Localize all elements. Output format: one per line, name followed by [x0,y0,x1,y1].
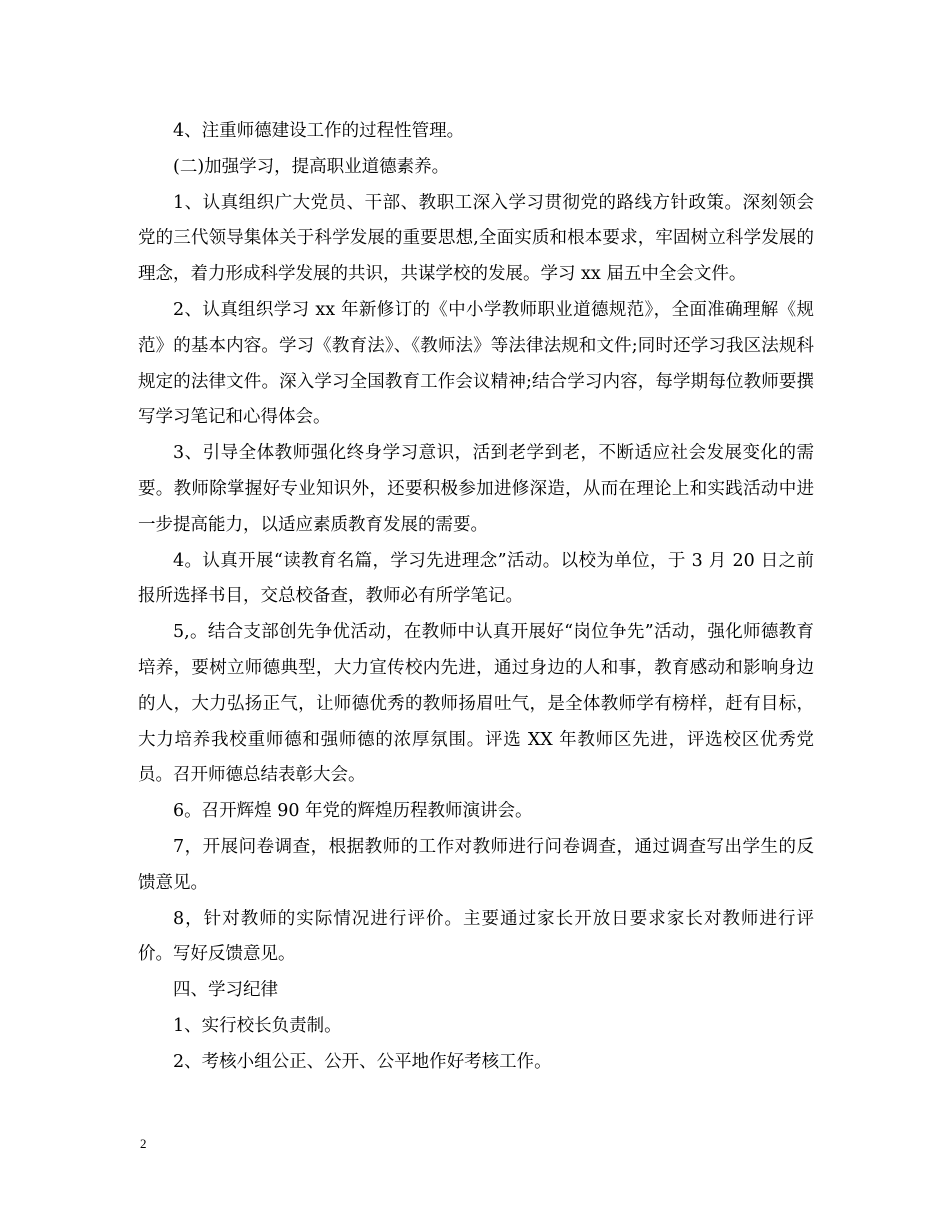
paragraph-item-4-heading: 4、注重师德建设工作的过程性管理。 [173,121,465,141]
paragraph-item-1: 1、认真组织广大党员、干部、教职工深入学习贯彻党的路线方针政策。深刻领会党的三代领导集体关于科学发展的重要思想,全面实质和根本要求，牢固树立科学发展的理念，着力形成科学发展的共识，共谋学校的发展。学习 xx 届五中全会文件。 [138,192,814,285]
paragraph-item-2: 2、认真组织学习 xx 年新修订的《中小学教师职业道德规范》，全面准确理解《规范》的基本内容。学习《教育法》、《教师法》等法律法规和文件;同时还学习我区法规科规定的法律文件。深入学习全国教育工作会议精神;结合学习内容，每学期每位教师要撰写学习笔记和心得体会。 [138,299,814,428]
section-heading-strengthen-study: (二)加强学习，提高职业道德素养。 [173,156,450,177]
paragraph-item-8: 8，针对教师的实际情况进行评价。主要通过家长开放日要求家长对教师进行评价。写好反馈意见。 [138,908,814,965]
discipline-item-2: 2、考核小组公正、公开、公平地作好考核工作。 [173,1051,552,1072]
page-number: 2 [140,1136,147,1151]
discipline-item-1: 1、实行校长负责制。 [173,1015,342,1036]
paragraph-item-7: 7，开展问卷调查，根据教师的工作对教师进行问卷调查，通过调查写出学生的反馈意见。 [138,836,814,893]
paragraph-item-3: 3、引导全体教师强化终身学习意识，活到老学到老，不断适应社会发展变化的需要。教师除掌握好专业知识外，还要积极参加进修深造，从而在理论上和实践活动中进一步提高能力，以适应素质教育发展的需要。 [138,443,814,535]
document-body [138,114,814,1081]
paragraph-item-5: 5,。结合支部创先争优活动，在教师中认真开展好“岗位争先”活动，强化师德教育培养，要树立师德典型，大力宣传校内先进，通过身边的人和事，教育感动和影响身边的人，大力弘扬正气，让师德优秀的教师扬眉吐气，是全体教师学有榜样，赶有目标，大力培养我校重师德和强师德的浓厚氛围。评选 XX 年教师区先进，评选校区优秀党员。召开师德总结表彰大会。 [138,622,814,786]
section-heading-study-discipline: 四、学习纪律 [173,980,278,1001]
paragraph-item-4: 4。认真开展“读教育名篇，学习先进理念”活动。以校为单位，于 3 月 20 日之前报所选择书目，交总校备查，教师必有所学笔记。 [138,550,814,607]
paragraph-item-6: 6。召开辉煌 90 年党的辉煌历程教师演讲会。 [173,801,533,822]
